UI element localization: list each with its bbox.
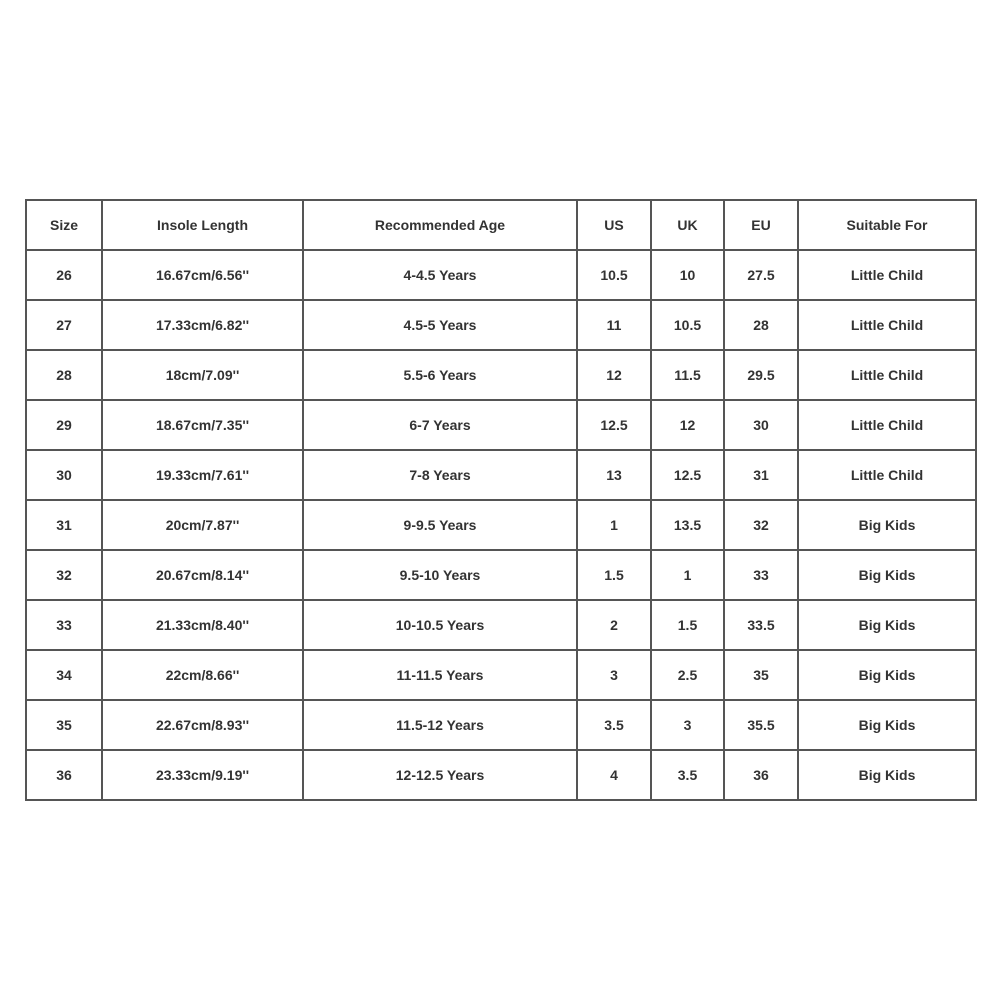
cell-insole-length: 16.67cm/6.56'': [102, 250, 303, 300]
table-row: [26, 750, 976, 800]
cell-suitable-for: Little Child: [798, 350, 976, 400]
table-row: [26, 300, 976, 350]
cell-uk: 1.5: [651, 600, 724, 650]
cell-size: 28: [26, 350, 102, 400]
cell-insole-length: 22.67cm/8.93'': [102, 700, 303, 750]
cell-uk: 10: [651, 250, 724, 300]
header-insole-length: Insole Length: [102, 200, 303, 250]
cell-recommended-age: 5.5-6 Years: [303, 350, 577, 400]
cell-insole-length: 19.33cm/7.61'': [102, 450, 303, 500]
table-row: [26, 250, 976, 300]
table-row: [26, 400, 976, 450]
table-row: [26, 700, 976, 750]
cell-size: 26: [26, 250, 102, 300]
cell-us: 4: [577, 750, 651, 800]
header-row: [26, 200, 976, 250]
cell-uk: 12.5: [651, 450, 724, 500]
cell-eu: 29.5: [724, 350, 798, 400]
cell-size: 35: [26, 700, 102, 750]
cell-uk: 13.5: [651, 500, 724, 550]
cell-size: 29: [26, 400, 102, 450]
cell-us: 1.5: [577, 550, 651, 600]
cell-recommended-age: 4-4.5 Years: [303, 250, 577, 300]
cell-insole-length: 22cm/8.66'': [102, 650, 303, 700]
size-chart-table: [25, 199, 977, 801]
table-row: [26, 550, 976, 600]
cell-eu: 35: [724, 650, 798, 700]
cell-insole-length: 20cm/7.87'': [102, 500, 303, 550]
cell-us: 11: [577, 300, 651, 350]
cell-suitable-for: Little Child: [798, 300, 976, 350]
cell-recommended-age: 9.5-10 Years: [303, 550, 577, 600]
cell-us: 12.5: [577, 400, 651, 450]
table-row: [26, 350, 976, 400]
header-eu: EU: [724, 200, 798, 250]
header-us: US: [577, 200, 651, 250]
cell-recommended-age: 11-11.5 Years: [303, 650, 577, 700]
cell-us: 3: [577, 650, 651, 700]
cell-eu: 32: [724, 500, 798, 550]
cell-us: 10.5: [577, 250, 651, 300]
cell-uk: 2.5: [651, 650, 724, 700]
table-body: [26, 250, 976, 800]
cell-suitable-for: Big Kids: [798, 650, 976, 700]
cell-recommended-age: 10-10.5 Years: [303, 600, 577, 650]
cell-suitable-for: Little Child: [798, 400, 976, 450]
table-row: [26, 600, 976, 650]
cell-us: 12: [577, 350, 651, 400]
table-row: [26, 450, 976, 500]
header-suitable-for: Suitable For: [798, 200, 976, 250]
cell-eu: 33: [724, 550, 798, 600]
cell-us: 2: [577, 600, 651, 650]
header-uk: UK: [651, 200, 724, 250]
cell-eu: 30: [724, 400, 798, 450]
cell-recommended-age: 11.5-12 Years: [303, 700, 577, 750]
cell-us: 1: [577, 500, 651, 550]
cell-us: 3.5: [577, 700, 651, 750]
header-recommended-age: Recommended Age: [303, 200, 577, 250]
cell-size: 34: [26, 650, 102, 700]
cell-uk: 1: [651, 550, 724, 600]
cell-recommended-age: 12-12.5 Years: [303, 750, 577, 800]
table-row: [26, 500, 976, 550]
cell-insole-length: 18cm/7.09'': [102, 350, 303, 400]
cell-uk: 3.5: [651, 750, 724, 800]
header-size: Size: [26, 200, 102, 250]
cell-eu: 36: [724, 750, 798, 800]
cell-uk: 12: [651, 400, 724, 450]
cell-recommended-age: 7-8 Years: [303, 450, 577, 500]
cell-suitable-for: Little Child: [798, 250, 976, 300]
cell-insole-length: 18.67cm/7.35'': [102, 400, 303, 450]
cell-eu: 31: [724, 450, 798, 500]
cell-insole-length: 23.33cm/9.19'': [102, 750, 303, 800]
cell-suitable-for: Big Kids: [798, 700, 976, 750]
cell-eu: 33.5: [724, 600, 798, 650]
cell-recommended-age: 9-9.5 Years: [303, 500, 577, 550]
cell-suitable-for: Big Kids: [798, 750, 976, 800]
cell-suitable-for: Little Child: [798, 450, 976, 500]
cell-suitable-for: Big Kids: [798, 600, 976, 650]
cell-uk: 3: [651, 700, 724, 750]
cell-eu: 27.5: [724, 250, 798, 300]
cell-recommended-age: 4.5-5 Years: [303, 300, 577, 350]
cell-suitable-for: Big Kids: [798, 550, 976, 600]
cell-recommended-age: 6-7 Years: [303, 400, 577, 450]
cell-insole-length: 21.33cm/8.40'': [102, 600, 303, 650]
cell-size: 36: [26, 750, 102, 800]
cell-uk: 10.5: [651, 300, 724, 350]
cell-insole-length: 17.33cm/6.82'': [102, 300, 303, 350]
cell-us: 13: [577, 450, 651, 500]
table-row: [26, 650, 976, 700]
cell-size: 30: [26, 450, 102, 500]
cell-uk: 11.5: [651, 350, 724, 400]
cell-size: 32: [26, 550, 102, 600]
cell-size: 31: [26, 500, 102, 550]
cell-size: 27: [26, 300, 102, 350]
cell-suitable-for: Big Kids: [798, 500, 976, 550]
cell-eu: 28: [724, 300, 798, 350]
cell-insole-length: 20.67cm/8.14'': [102, 550, 303, 600]
cell-size: 33: [26, 600, 102, 650]
cell-eu: 35.5: [724, 700, 798, 750]
